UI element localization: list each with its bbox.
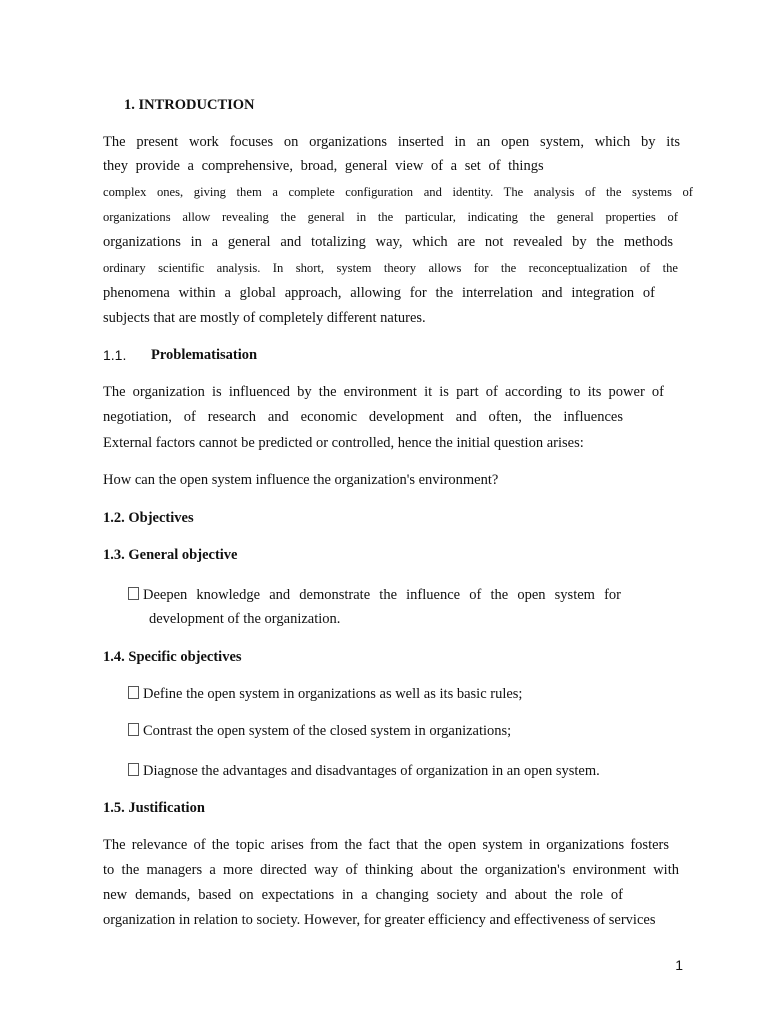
bullet-box-icon [128, 723, 139, 736]
bullet-box-icon [128, 587, 139, 600]
subsection-heading-problematisation: Problematisation [151, 347, 258, 363]
paragraph-line: to the managers a more directed way of thinking about the organization's environment with [103, 862, 679, 878]
paragraph-line: subjects that are mostly of completely different natures. [103, 310, 426, 326]
bullet-text: Contrast the open system of the closed system in organizations; [143, 723, 512, 739]
paragraph-line: organizations in a general and totalizing way, which are not revealed by the methods [103, 234, 673, 250]
paragraph-line: phenomena within a global approach, allowing for the interrelation and integration of [103, 285, 655, 301]
bullet-item [128, 586, 620, 604]
bullet-text: Deepen knowledge and demonstrate the influence of the open system for [143, 587, 621, 603]
bullet-text: Diagnose the advantages and disadvantages of organization in an open system. [143, 763, 600, 779]
paragraph-line: negotiation, of research and economic development and often, the influences [103, 409, 623, 425]
paragraph-line: complex ones, giving them a complete configuration and identity. The analysis of the systems of [103, 185, 693, 199]
subsection-heading-objectives: 1.2. Objectives [103, 510, 194, 526]
section-heading-introduction: 1. INTRODUCTION [124, 97, 255, 113]
paragraph-line: External factors cannot be predicted or controlled, hence the initial question arises: [103, 435, 584, 451]
page-number: 1 [675, 957, 683, 973]
paragraph-line: The relevance of the topic arises from the fact that the open system in organizations fosters [103, 837, 669, 853]
bullet-box-icon [128, 686, 139, 699]
paragraph-line: new demands, based on expectations in a changing society and about the role of [103, 887, 623, 903]
bullet-item [128, 762, 600, 780]
paragraph-line: The organization is influenced by the environment it is part of according to its power of [103, 384, 664, 400]
bullet-item [128, 722, 511, 740]
subsection-heading-specific-objectives: 1.4. Specific objectives [103, 649, 242, 665]
paragraph-line: organization in relation to society. However, for greater efficiency and effectiveness of services [103, 912, 656, 928]
paragraph-line: organizations allow revealing the general in the particular, indicating the general properties of [103, 210, 678, 224]
bullet-text: Define the open system in organizations as well as its basic rules; [143, 686, 523, 702]
subsection-number: 1.1. [103, 347, 127, 363]
subsection-heading-justification: 1.5. Justification [103, 800, 205, 816]
bullet-continuation: development of the organization. [149, 611, 341, 627]
research-question: How can the open system influence the organization's environment? [103, 472, 499, 488]
paragraph-line: ordinary scientific analysis. In short, system theory allows for the reconceptualization of the [103, 261, 678, 275]
paragraph-line: The present work focuses on organizations inserted in an open system, which by its [103, 134, 680, 150]
paragraph-line: they provide a comprehensive, broad, general view of a set of things [103, 158, 544, 174]
bullet-item [128, 685, 522, 703]
subsection-heading-general-objective: 1.3. General objective [103, 547, 238, 563]
bullet-box-icon [128, 763, 139, 776]
